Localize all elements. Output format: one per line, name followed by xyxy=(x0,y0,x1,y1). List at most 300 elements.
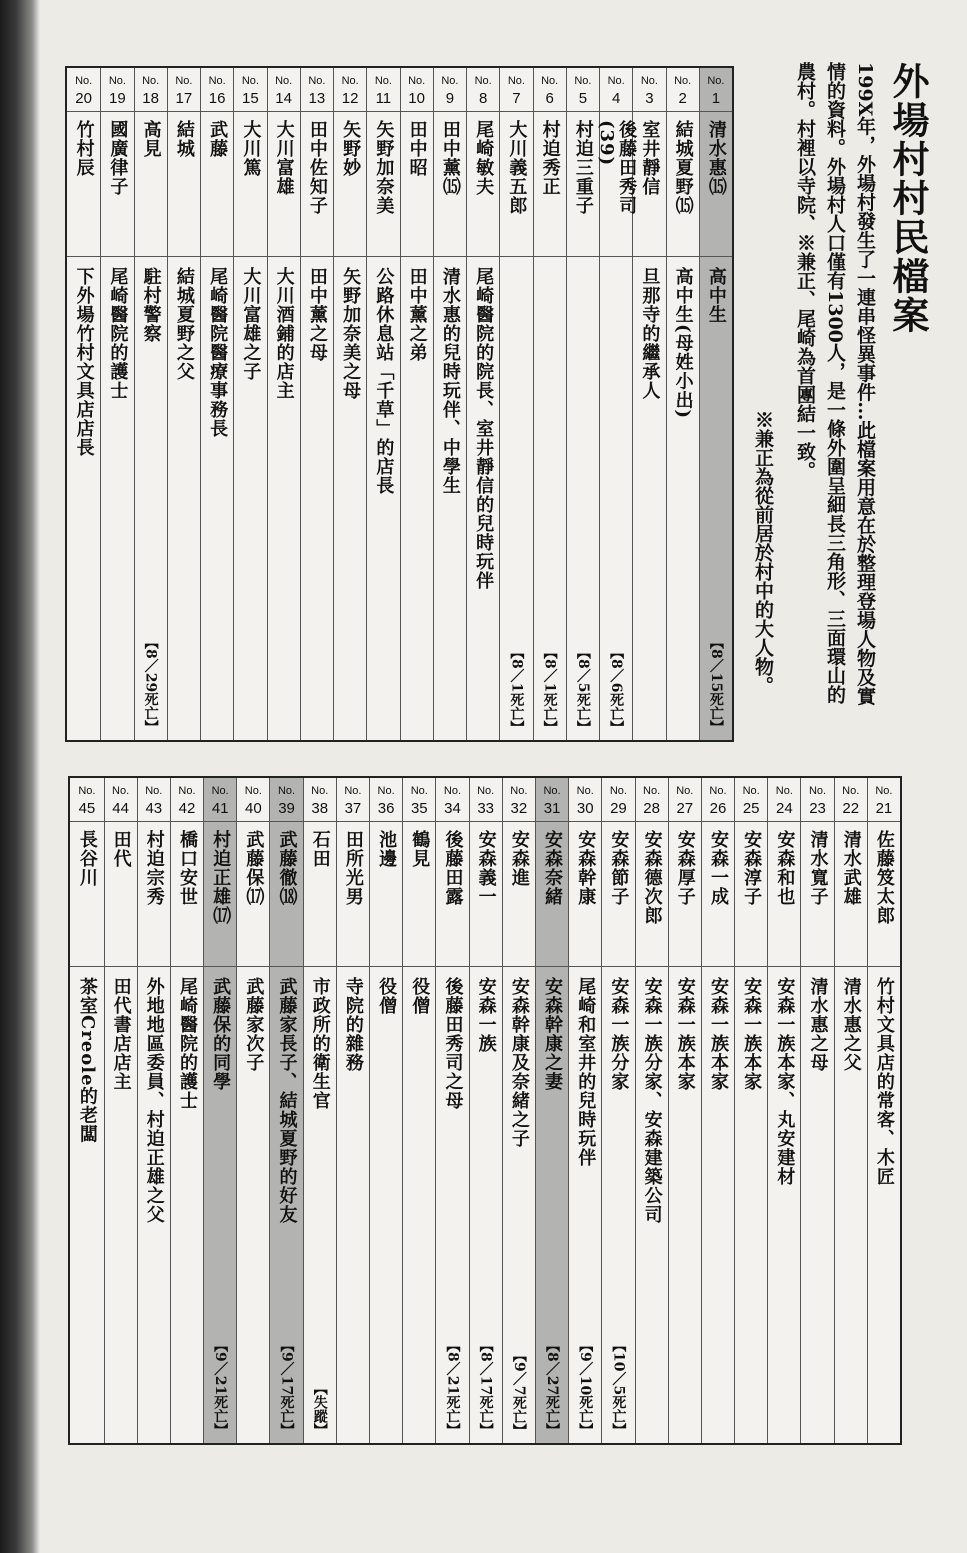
number-value: 26 xyxy=(709,800,727,817)
number-prefix: No. xyxy=(640,75,658,87)
description-cell xyxy=(401,257,433,740)
table-column xyxy=(137,778,170,1443)
table-column xyxy=(170,778,203,1443)
table-column xyxy=(867,778,900,1443)
number-value: 29 xyxy=(610,800,627,817)
table-column xyxy=(800,778,833,1443)
number-prefix: No. xyxy=(211,785,229,797)
number-prefix: No. xyxy=(178,785,196,797)
description-cell xyxy=(70,967,103,1443)
description-cell xyxy=(633,257,665,740)
name-cell xyxy=(768,822,800,967)
number-value: 23 xyxy=(809,800,826,817)
entry-number xyxy=(636,778,668,822)
table-column xyxy=(767,778,800,1443)
number-value: 16 xyxy=(208,90,226,107)
description-cell xyxy=(735,967,767,1443)
number-prefix: No. xyxy=(341,75,359,87)
person-name: 大川富雄 xyxy=(273,120,295,196)
death-date: 【9／7死亡】 xyxy=(510,1347,527,1437)
person-name: 安森義一 xyxy=(475,830,497,906)
number-prefix: No. xyxy=(408,75,426,87)
name-cell xyxy=(567,112,599,257)
table-column xyxy=(100,68,133,740)
number-prefix: No. xyxy=(108,75,126,87)
name-cell xyxy=(234,112,266,257)
number-value: 8 xyxy=(478,90,488,107)
number-value: 44 xyxy=(112,800,129,817)
entry-number xyxy=(436,778,468,822)
number-prefix: No. xyxy=(308,75,326,87)
person-name: 結城夏野⒂ xyxy=(672,120,694,215)
death-date: 【失蹤】 xyxy=(311,1381,328,1437)
entry-number xyxy=(600,68,632,112)
entry-number xyxy=(567,68,599,112)
name-cell xyxy=(636,822,668,967)
number-value: 21 xyxy=(875,800,893,817)
description-cell xyxy=(636,967,668,1443)
table-column xyxy=(200,68,233,740)
name-cell xyxy=(367,112,399,257)
entry-number xyxy=(337,778,369,822)
number-prefix: No. xyxy=(474,75,492,87)
number-prefix: No. xyxy=(145,785,163,797)
entry-number xyxy=(67,68,100,112)
person-description: 後藤田秀司之母 xyxy=(442,977,464,1110)
person-description: 安森一族 xyxy=(475,977,497,1053)
person-description: 大川富雄之子 xyxy=(240,267,262,381)
entry-number xyxy=(401,68,433,112)
villager-table-1 xyxy=(65,66,734,742)
person-description: 尾崎醫院的護士 xyxy=(176,977,198,1110)
description-cell xyxy=(667,257,699,740)
number-prefix: No. xyxy=(78,785,96,797)
description-cell xyxy=(168,257,200,740)
table-column xyxy=(402,778,435,1443)
entry-number xyxy=(470,778,502,822)
number-value: 20 xyxy=(75,90,92,107)
person-description: 外地地區委員、村迫正雄之父 xyxy=(143,977,165,1224)
entry-number xyxy=(503,778,535,822)
description-cell xyxy=(669,967,701,1443)
person-name: 大川義五郎 xyxy=(506,120,528,215)
table-column xyxy=(267,68,300,740)
number-value: 15 xyxy=(242,90,259,107)
entry-number xyxy=(835,778,867,822)
table-column xyxy=(834,778,867,1443)
number-value: 7 xyxy=(512,90,521,107)
description-cell xyxy=(337,967,369,1443)
person-description: 田中薰之弟 xyxy=(406,267,428,362)
description-cell xyxy=(370,967,402,1443)
description-cell xyxy=(201,257,233,740)
person-description: 武藤保的同學 xyxy=(210,977,232,1091)
entry-number xyxy=(467,68,499,112)
person-description: 旦那寺的繼承人 xyxy=(639,267,661,400)
number-prefix: No. xyxy=(609,785,627,797)
entry-number xyxy=(536,778,568,822)
name-cell xyxy=(801,822,833,967)
name-cell xyxy=(138,822,170,967)
table-column xyxy=(369,778,402,1443)
person-name: 村迫宗秀 xyxy=(143,830,165,906)
entry-number xyxy=(268,68,300,112)
number-value: 39 xyxy=(278,800,295,817)
description-cell xyxy=(434,257,466,740)
number-prefix: No. xyxy=(377,785,395,797)
person-description: 安森幹康及奈緒之子 xyxy=(508,977,530,1148)
status-cell xyxy=(503,1348,535,1437)
number-prefix: No. xyxy=(607,75,625,87)
entry-number xyxy=(201,68,233,112)
death-date: 【8／5死亡】 xyxy=(574,644,591,734)
number-prefix: No. xyxy=(842,785,860,797)
number-value: 12 xyxy=(341,90,359,107)
person-name: 武藤保⒄ xyxy=(243,830,265,906)
description-cell xyxy=(105,967,137,1443)
name-cell xyxy=(467,112,499,257)
person-description: 寺院的雜務 xyxy=(342,977,364,1072)
number-value: 17 xyxy=(175,90,193,107)
death-date: 【8／1死亡】 xyxy=(508,644,525,734)
person-description: 安森一族分家 xyxy=(608,977,630,1091)
description-cell xyxy=(702,967,734,1443)
number-prefix: No. xyxy=(275,75,293,87)
person-name: 村迫正雄⒄ xyxy=(210,830,232,925)
number-prefix: No. xyxy=(142,75,160,87)
name-cell xyxy=(370,822,402,967)
person-description: 公路休息站「千草」的店長 xyxy=(373,267,395,495)
person-description: 安森一族本家 xyxy=(707,977,729,1091)
entry-number xyxy=(768,778,800,822)
person-description: 安森幹康之妻 xyxy=(542,977,564,1091)
entry-number xyxy=(667,68,699,112)
person-description: 安森一族本家 xyxy=(674,977,696,1091)
name-cell xyxy=(334,112,366,257)
number-value: 35 xyxy=(410,800,428,817)
entry-number xyxy=(702,778,734,822)
person-description: 駐村警察 xyxy=(140,267,162,343)
entry-number xyxy=(204,778,236,822)
number-value: 10 xyxy=(408,90,425,107)
table-column xyxy=(233,68,266,740)
name-cell xyxy=(602,822,634,967)
table-column xyxy=(70,778,103,1443)
entry-number xyxy=(735,778,767,822)
name-cell xyxy=(434,112,466,257)
name-cell xyxy=(669,822,701,967)
table-column xyxy=(596,68,638,740)
entry-number xyxy=(569,778,601,822)
person-name: 安森德次郎 xyxy=(641,830,663,925)
name-cell xyxy=(835,822,867,967)
death-date: 【8／17死亡】 xyxy=(477,1337,494,1437)
name-cell xyxy=(403,822,435,967)
entry-number xyxy=(138,778,170,822)
entry-number xyxy=(70,778,103,822)
description-cell xyxy=(467,257,499,740)
table-column xyxy=(167,68,200,740)
number-prefix: No. xyxy=(742,785,760,797)
description-cell xyxy=(234,257,266,740)
person-description: 市政所的衛生官 xyxy=(309,977,331,1110)
person-description: 下外場竹村文具店店長 xyxy=(73,267,95,457)
entry-number xyxy=(801,778,833,822)
number-value: 3 xyxy=(645,90,654,107)
table-column xyxy=(366,68,399,740)
person-name: 長谷川 xyxy=(76,830,98,887)
person-description: 矢野加奈美之母 xyxy=(340,267,362,400)
entry-number xyxy=(234,68,266,112)
person-name: 武藤徹⒅ xyxy=(276,830,298,906)
name-cell xyxy=(534,112,566,257)
person-name: 佐藤笈太郎 xyxy=(873,830,895,925)
number-prefix: No. xyxy=(441,75,459,87)
person-description: 茶室Creole的老闆 xyxy=(76,977,98,1144)
entry-number xyxy=(270,778,302,822)
person-name: 田所光男 xyxy=(342,830,364,906)
table-column xyxy=(699,68,732,740)
number-value: 25 xyxy=(742,800,760,817)
person-description: 尾崎醫院的院長、室井靜信的兒時玩伴 xyxy=(473,267,495,590)
person-name: 村迫秀正 xyxy=(539,120,561,196)
description-cell xyxy=(101,257,133,740)
person-description: 尾崎和室井的兒時玩伴 xyxy=(575,977,597,1167)
number-value: 43 xyxy=(145,800,163,817)
name-cell xyxy=(135,112,167,257)
person-name: 鶴見 xyxy=(409,830,431,868)
name-cell xyxy=(633,112,665,257)
name-cell xyxy=(500,112,532,257)
number-prefix: No. xyxy=(208,75,226,87)
number-prefix: No. xyxy=(244,785,262,797)
person-name: 後藤田秀司(39) xyxy=(596,120,638,215)
description-cell xyxy=(268,257,300,740)
entry-number xyxy=(868,778,900,822)
status-cell xyxy=(569,1338,601,1437)
table-column xyxy=(568,778,601,1443)
person-name: 大川篤 xyxy=(240,120,262,177)
number-value: 36 xyxy=(377,800,395,817)
table-column xyxy=(67,68,100,740)
entry-number xyxy=(168,68,200,112)
status-cell xyxy=(567,645,599,734)
name-cell xyxy=(301,112,333,257)
person-description: 高中生(母姓小出) xyxy=(672,267,694,420)
name-cell xyxy=(702,822,734,967)
number-value: 18 xyxy=(142,90,159,107)
person-name: 室井靜信 xyxy=(639,120,661,196)
table-column xyxy=(632,68,665,740)
description-cell xyxy=(138,967,170,1443)
table-column xyxy=(668,778,701,1443)
table-column xyxy=(466,68,499,740)
entry-number xyxy=(171,778,203,822)
person-name: 國廣律子 xyxy=(107,120,129,196)
death-date: 【10／5死亡】 xyxy=(610,1337,627,1437)
table-column xyxy=(203,778,236,1443)
table-column xyxy=(269,778,302,1443)
person-description: 竹村文具店的常客、木匠 xyxy=(873,977,895,1186)
number-prefix: No. xyxy=(543,785,561,797)
person-name: 田代 xyxy=(110,830,132,868)
number-prefix: No. xyxy=(175,75,193,87)
entry-number xyxy=(304,778,336,822)
entry-number xyxy=(633,68,665,112)
number-value: 41 xyxy=(211,800,229,817)
number-value: 45 xyxy=(78,800,96,817)
name-cell xyxy=(270,822,302,967)
number-prefix: No. xyxy=(477,785,495,797)
number-value: 9 xyxy=(445,90,455,107)
number-value: 14 xyxy=(275,90,292,107)
table-column xyxy=(236,778,269,1443)
number-value: 2 xyxy=(678,90,687,107)
table-column xyxy=(502,778,535,1443)
death-date: 【8／21死亡】 xyxy=(444,1337,461,1437)
person-description: 清水惠之父 xyxy=(840,977,862,1072)
name-cell xyxy=(700,112,732,257)
death-date: 【9／10死亡】 xyxy=(577,1337,594,1437)
number-value: 24 xyxy=(776,800,793,817)
person-name: 池邊 xyxy=(376,830,398,868)
name-cell xyxy=(105,822,137,967)
person-description: 安森一族本家 xyxy=(741,977,763,1091)
person-name: 橋口安世 xyxy=(176,830,198,906)
person-description: 役僧 xyxy=(376,977,398,1015)
status-cell xyxy=(602,1338,634,1437)
number-prefix: No. xyxy=(507,75,525,87)
number-value: 5 xyxy=(578,90,588,107)
table-column xyxy=(666,68,699,740)
person-name: 後藤田露 xyxy=(442,830,464,906)
number-prefix: No. xyxy=(241,75,259,87)
number-value: 34 xyxy=(444,800,461,817)
person-description: 尾崎醫院醫療事務長 xyxy=(207,267,229,438)
description-cell xyxy=(237,967,269,1443)
name-cell xyxy=(596,112,638,257)
name-cell xyxy=(503,822,535,967)
name-cell xyxy=(569,822,601,967)
number-value: 30 xyxy=(576,800,594,817)
person-name: 高見 xyxy=(140,120,162,158)
person-name: 尾崎敏夫 xyxy=(473,120,495,196)
person-name: 矢野妙 xyxy=(340,120,362,177)
table-column xyxy=(601,778,634,1443)
death-date: 【8／1死亡】 xyxy=(541,644,558,734)
person-name: 結城 xyxy=(173,120,195,158)
number-value: 27 xyxy=(676,800,694,817)
person-name: 村迫三重子 xyxy=(572,120,594,215)
number-prefix: No. xyxy=(643,785,661,797)
name-cell xyxy=(470,822,502,967)
person-name: 田中薰⒂ xyxy=(439,120,461,196)
person-description: 武藤家次子 xyxy=(243,977,265,1072)
table-column xyxy=(701,778,734,1443)
number-prefix: No. xyxy=(576,785,594,797)
status-cell xyxy=(536,1338,568,1437)
status-cell xyxy=(135,635,167,734)
status-cell xyxy=(500,645,532,734)
number-value: 42 xyxy=(178,800,196,817)
entry-number xyxy=(669,778,701,822)
status-cell xyxy=(304,1381,336,1437)
death-date: 【8／27死亡】 xyxy=(544,1337,561,1437)
name-cell xyxy=(168,112,200,257)
number-prefix: No. xyxy=(374,75,392,87)
person-description: 大川酒鋪的店主 xyxy=(273,267,295,400)
entry-number xyxy=(434,68,466,112)
person-name: 安森進 xyxy=(508,830,530,887)
number-prefix: No. xyxy=(875,785,893,797)
name-cell xyxy=(201,112,233,257)
name-cell xyxy=(237,822,269,967)
description-cell xyxy=(868,967,900,1443)
person-description: 安森一族分家、安森建築公司 xyxy=(641,977,663,1224)
person-name: 安森奈緒 xyxy=(542,830,564,906)
number-value: 1 xyxy=(711,90,721,107)
entry-number xyxy=(301,68,333,112)
description-cell xyxy=(367,257,399,740)
number-prefix: No. xyxy=(75,75,93,87)
name-cell xyxy=(268,112,300,257)
number-prefix: No. xyxy=(676,785,694,797)
person-name: 安森和也 xyxy=(774,830,796,906)
entry-number xyxy=(403,778,435,822)
number-value: 38 xyxy=(311,800,329,817)
number-value: 37 xyxy=(344,800,362,817)
person-description: 安森一族本家、丸安建材 xyxy=(774,977,796,1186)
table-column xyxy=(134,68,167,740)
status-cell xyxy=(436,1338,468,1437)
intro-text: 199X年，外場村發生了一連串怪異事件…此檔案用意在於整理登場人物及實情的資料。外場村人口僅有1300人，是一條外圍呈細長三角形、三面環山的農村。村裡以寺院、※兼正、尾崎為首團結一致。 xyxy=(794,62,876,706)
person-name: 武藤 xyxy=(207,120,229,158)
person-name: 清水惠⒂ xyxy=(705,120,727,196)
status-cell xyxy=(534,645,566,734)
table-column xyxy=(104,778,137,1443)
number-prefix: No. xyxy=(344,785,362,797)
name-cell xyxy=(101,112,133,257)
person-name: 清水寬子 xyxy=(807,830,829,906)
name-cell xyxy=(204,822,236,967)
description-cell xyxy=(334,257,366,740)
table-column xyxy=(333,68,366,740)
table-column xyxy=(535,778,568,1443)
description-cell xyxy=(171,967,203,1443)
number-prefix: No. xyxy=(808,785,827,797)
number-value: 32 xyxy=(510,800,528,817)
description-cell xyxy=(403,967,435,1443)
status-cell xyxy=(204,1338,236,1437)
description-cell xyxy=(768,967,800,1443)
name-cell xyxy=(304,822,336,967)
person-name: 安森厚子 xyxy=(674,830,696,906)
status-cell xyxy=(700,635,732,734)
entry-number xyxy=(500,68,532,112)
table-column xyxy=(336,778,369,1443)
number-value: 11 xyxy=(375,90,392,107)
person-name: 田中佐知子 xyxy=(306,120,328,215)
number-value: 40 xyxy=(245,800,262,817)
name-cell xyxy=(667,112,699,257)
entry-number xyxy=(370,778,402,822)
entry-number xyxy=(237,778,269,822)
entry-number xyxy=(602,778,634,822)
page-title: 外場村村民檔案 xyxy=(886,62,930,335)
description-cell xyxy=(304,967,336,1443)
person-name: 安森節子 xyxy=(608,830,630,906)
number-value: 6 xyxy=(545,90,554,107)
